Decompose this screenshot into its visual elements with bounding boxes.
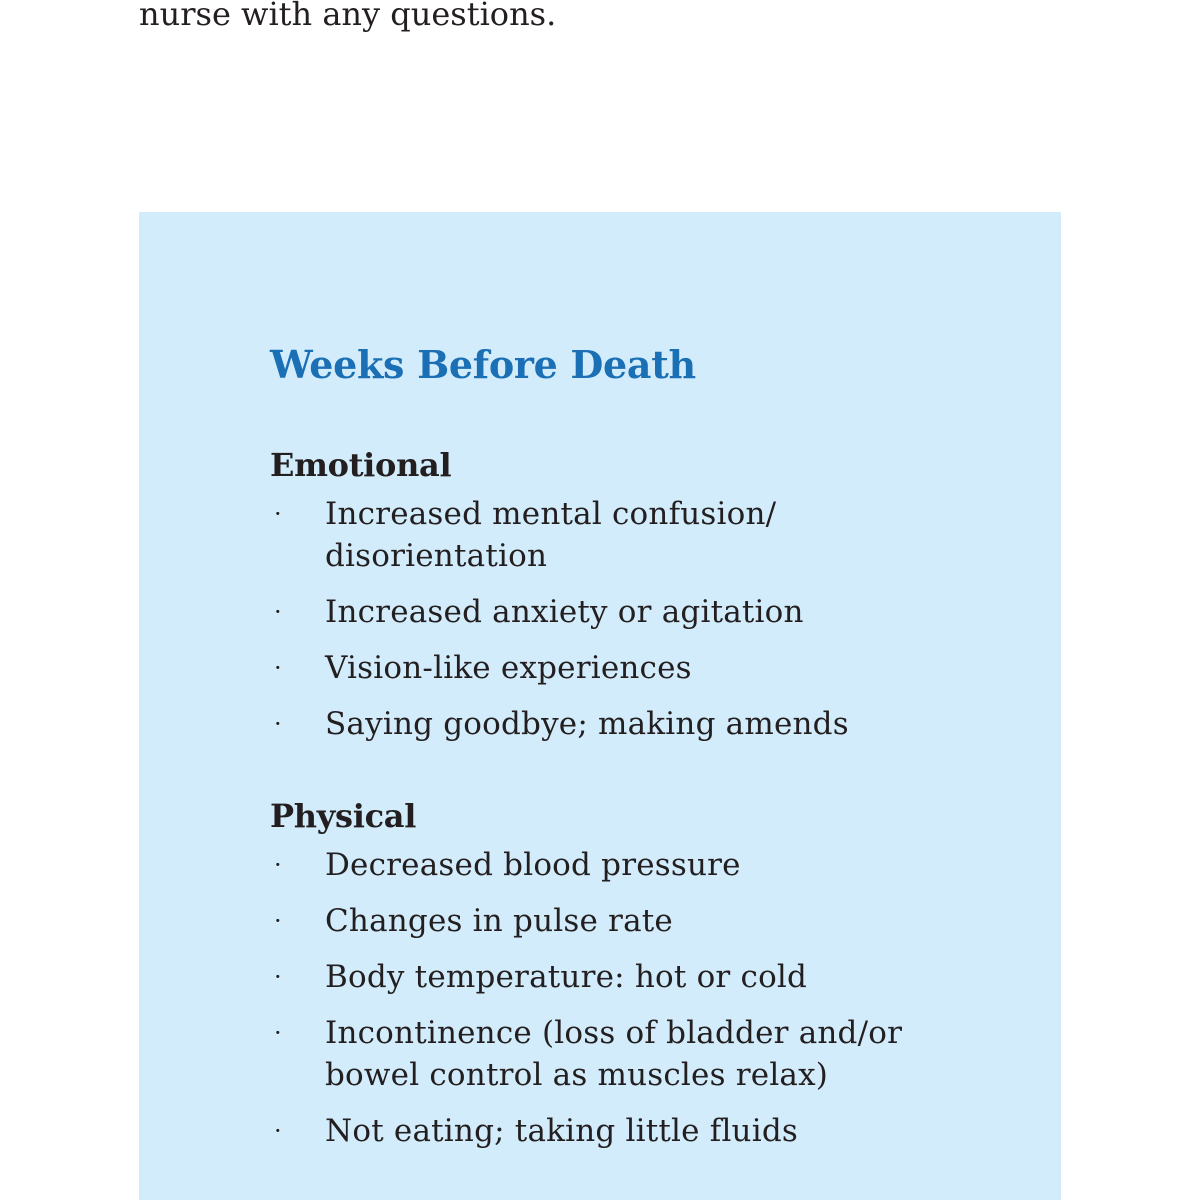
list-item-text: Saying goodbye; making amends [325, 706, 849, 742]
list-item-text: Not eating; taking little fluids [325, 1113, 798, 1149]
list-item-text: Vision-like experiences [325, 650, 692, 686]
list-item [270, 1012, 970, 1096]
emotional-heading: Emotional [270, 446, 452, 484]
list-item-text: Changes in pulse rate [325, 903, 673, 939]
list-item-text: Increased mental confusion/ disorientation [325, 496, 777, 574]
list-item [270, 647, 970, 689]
box-title: Weeks Before Death [270, 342, 696, 387]
bullet-icon: · [274, 851, 282, 879]
physical-section [270, 796, 970, 1166]
list-item [270, 591, 970, 633]
bullet-icon: · [274, 1117, 282, 1145]
list-item [270, 900, 970, 942]
list-item-text: Increased anxiety or agitation [325, 594, 804, 630]
physical-list [270, 844, 970, 1152]
bullet-icon: · [274, 1019, 282, 1047]
list-item-text: Incontinence (loss of bladder and/or bowel control as muscles relax) [325, 1015, 903, 1093]
list-item-text: Decreased blood pressure [325, 847, 741, 883]
bullet-icon: · [274, 654, 282, 682]
emotional-section [270, 445, 970, 759]
list-item [270, 1110, 970, 1152]
bullet-icon: · [274, 500, 282, 528]
list-item [270, 956, 970, 998]
list-item [270, 493, 970, 577]
list-item [270, 844, 970, 886]
emotional-list [270, 493, 970, 745]
bullet-icon: · [274, 598, 282, 626]
list-item-text: Body temperature: hot or cold [325, 959, 808, 995]
bullet-icon: · [274, 710, 282, 738]
info-box [139, 212, 1061, 1200]
bullet-icon: · [274, 907, 282, 935]
bullet-icon: · [274, 963, 282, 991]
list-item [270, 703, 970, 745]
physical-heading: Physical [270, 797, 417, 835]
intro-text: nurse with any questions. [139, 0, 557, 33]
